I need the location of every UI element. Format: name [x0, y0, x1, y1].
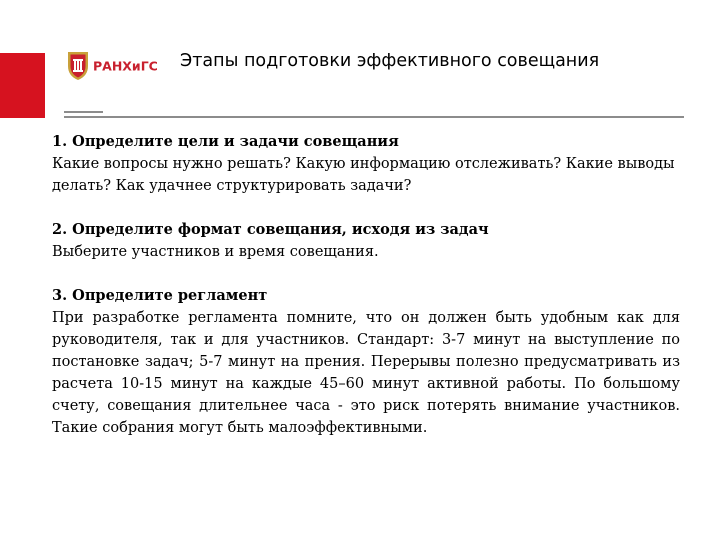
section-text: Какие вопросы нужно решать? Какую информацию отслеживать? Какие выводы делать? Как удачнее структурировать задачи? — [52, 156, 675, 194]
section-heading: 1. Определите цели и задачи совещания — [52, 133, 399, 150]
section-heading: 2. Определите формат совещания, исходя из задач — [52, 221, 489, 238]
section-format — [52, 219, 680, 263]
divider-short — [64, 111, 103, 113]
page-title: Этапы подготовки эффективного совещания — [180, 51, 600, 71]
section-text: Выберите участников и время совещания. — [52, 244, 379, 260]
logo-text: РАНХиГС — [93, 58, 158, 74]
section-heading: 3. Определите регламент — [52, 287, 268, 304]
section-goals — [52, 131, 680, 197]
section-text: При разработке регламента помните, что он должен быть удобным как для руководителя, так и для участников. Стандарт: 3-7 минут на выступление по постановке задач; 5-7 минут на прения. Перерывы полезно предусматривать из расчета 10-15 минут на каждые 45–60 минут активной работы. По большому счету, совещания длительнее часа - это риск потерять внимание участников. Такие собрания могут быть малоэффективными. — [52, 310, 680, 436]
emblem-icon — [68, 52, 88, 80]
content-body — [52, 131, 680, 461]
section-schedule — [52, 285, 680, 439]
divider-long — [64, 116, 684, 118]
red-accent-bar — [0, 53, 45, 118]
ranepa-logo — [64, 50, 164, 82]
